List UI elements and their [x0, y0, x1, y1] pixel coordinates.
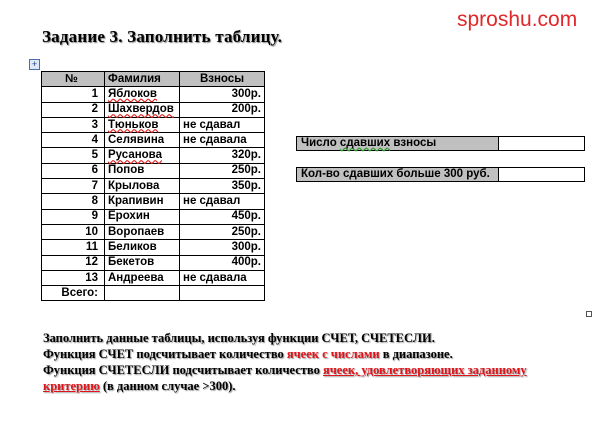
- fee-cell[interactable]: не сдавал: [180, 117, 265, 132]
- paid-count-value-cell[interactable]: [499, 137, 585, 151]
- header-number[interactable]: №: [42, 72, 105, 87]
- fee-cell[interactable]: не сдавала: [180, 133, 265, 148]
- row-number-cell[interactable]: 9: [42, 209, 105, 224]
- table-row: [42, 102, 265, 117]
- row-number-cell[interactable]: 1: [42, 87, 105, 102]
- surname-cell[interactable]: Бекетов: [105, 255, 180, 270]
- total-fee-cell[interactable]: [180, 286, 265, 301]
- total-surname-cell[interactable]: [105, 286, 180, 301]
- row-number-cell[interactable]: 10: [42, 224, 105, 239]
- over300-count-table: [296, 167, 585, 182]
- fee-cell[interactable]: 350р.: [180, 179, 265, 194]
- instruction-line-4: критерию (в данном случае >300).: [43, 379, 236, 393]
- table-row: [42, 209, 265, 224]
- surname-cell[interactable]: Попов: [105, 163, 180, 178]
- fee-cell[interactable]: 250р.: [180, 224, 265, 239]
- fee-cell[interactable]: 200р.: [180, 102, 265, 117]
- surname-cell[interactable]: Андреева: [105, 270, 180, 285]
- row-number-cell[interactable]: 5: [42, 148, 105, 163]
- surname-cell[interactable]: Селявина: [105, 133, 180, 148]
- fee-cell[interactable]: 400р.: [180, 255, 265, 270]
- table-row: [42, 194, 265, 209]
- surname-cell[interactable]: Крылова: [105, 179, 180, 194]
- row-number-cell[interactable]: 11: [42, 240, 105, 255]
- row-number-cell[interactable]: 3: [42, 117, 105, 132]
- fee-cell[interactable]: не сдавала: [180, 270, 265, 285]
- fee-cell[interactable]: 450р.: [180, 209, 265, 224]
- instruction-line-3: Функция СЧЕТЕСЛИ подсчитывает количество ячеек, удовлетворяющих заданному: [43, 363, 527, 377]
- table-row: [42, 179, 265, 194]
- surname-cell[interactable]: Тюньков: [105, 117, 180, 132]
- surname-cell[interactable]: Воропаев: [105, 224, 180, 239]
- table-row: [42, 117, 265, 132]
- row-number-cell[interactable]: 13: [42, 270, 105, 285]
- total-row: [42, 286, 265, 301]
- total-label-cell[interactable]: Всего:: [42, 286, 105, 301]
- resize-handle-icon[interactable]: [586, 311, 592, 317]
- row-number-cell[interactable]: 8: [42, 194, 105, 209]
- table-row: [42, 255, 265, 270]
- table-row: [42, 270, 265, 285]
- table-row: [42, 87, 265, 102]
- instruction-line-1: Заполнить данные таблицы, используя функции СЧЕТ, СЧЕТЕСЛИ.: [43, 331, 435, 345]
- table-row: [42, 224, 265, 239]
- table-row: [42, 148, 265, 163]
- table-header-row: [42, 72, 265, 87]
- row-number-cell[interactable]: 2: [42, 102, 105, 117]
- page-title: Задание 3. Заполнить таблицу.: [42, 27, 283, 46]
- table-row: [42, 163, 265, 178]
- paid-count-label[interactable]: Число сдавших взносы: [297, 137, 499, 151]
- surname-cell[interactable]: Беликов: [105, 240, 180, 255]
- paid-count-table: [296, 136, 585, 151]
- over300-count-label[interactable]: Кол-во сдавших больше 300 руб.: [297, 168, 499, 182]
- row-number-cell[interactable]: 7: [42, 179, 105, 194]
- surname-cell[interactable]: Ерохин: [105, 209, 180, 224]
- contributions-table: [41, 71, 265, 301]
- row-number-cell[interactable]: 12: [42, 255, 105, 270]
- table-row: [42, 240, 265, 255]
- surname-cell[interactable]: Крапивин: [105, 194, 180, 209]
- row-number-cell[interactable]: 4: [42, 133, 105, 148]
- surname-cell[interactable]: Яблоков: [105, 87, 180, 102]
- instruction-line-2: Функция СЧЕТ подсчитывает количество ячеек с числами в диапазоне.: [43, 347, 453, 361]
- fee-cell[interactable]: 300р.: [180, 87, 265, 102]
- instructions-text: [43, 330, 573, 394]
- fee-cell[interactable]: 250р.: [180, 163, 265, 178]
- watermark-logo: sproshu.com: [457, 8, 578, 31]
- over300-count-value-cell[interactable]: [499, 168, 585, 182]
- table-move-handle-icon[interactable]: +: [29, 59, 40, 70]
- fee-cell[interactable]: 300р.: [180, 240, 265, 255]
- header-surname[interactable]: Фамилия: [105, 72, 180, 87]
- fee-cell[interactable]: 320р.: [180, 148, 265, 163]
- fee-cell[interactable]: не сдавал: [180, 194, 265, 209]
- row-number-cell[interactable]: 6: [42, 163, 105, 178]
- header-fees[interactable]: Взносы: [180, 72, 265, 87]
- surname-cell[interactable]: Шахвердов: [105, 102, 180, 117]
- surname-cell[interactable]: Русанова: [105, 148, 180, 163]
- table-row: [42, 133, 265, 148]
